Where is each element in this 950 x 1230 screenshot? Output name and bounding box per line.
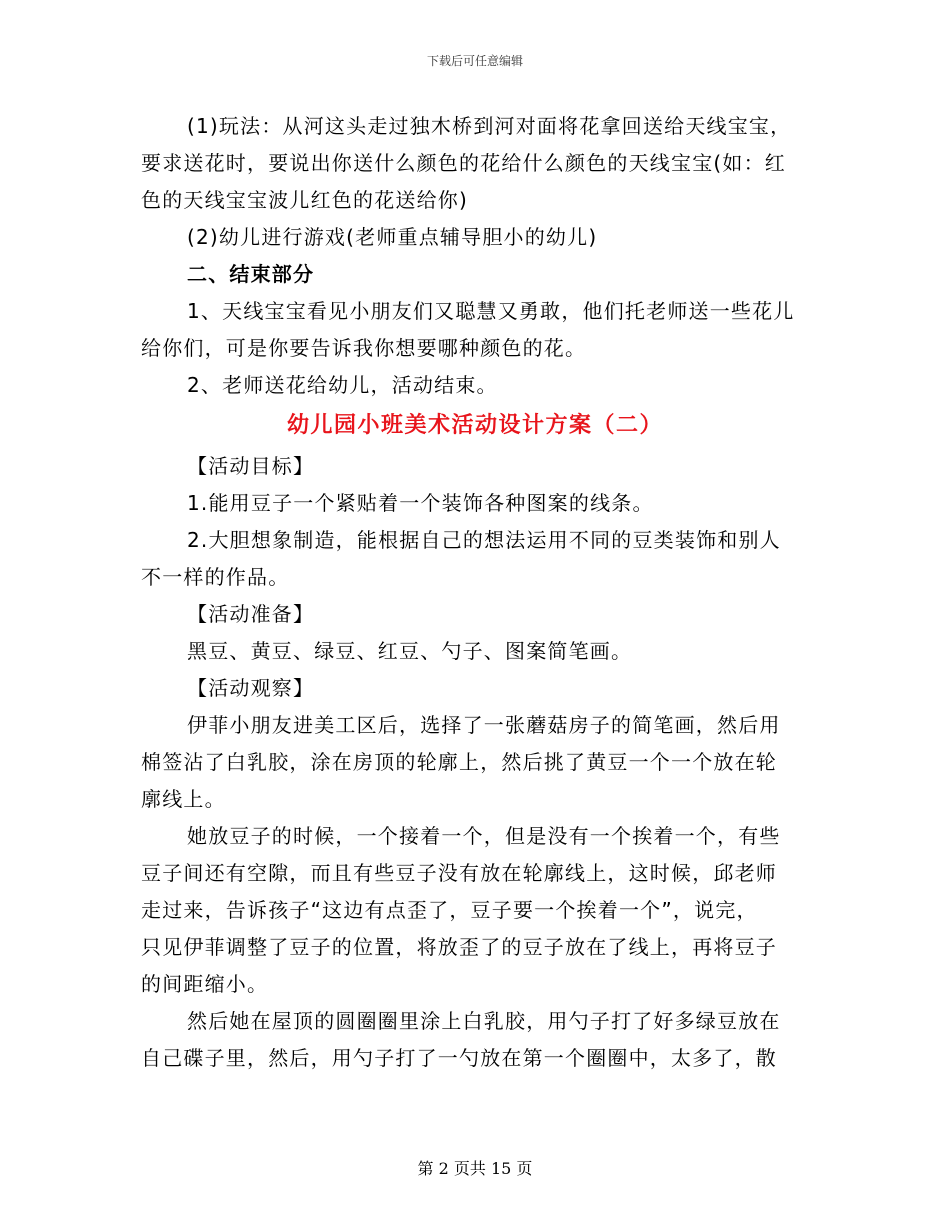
text-line: 【活动准备】: [187, 602, 315, 626]
paragraph-block-2: [141, 448, 809, 1077]
page-footer: 第 2 页共 15 页: [417, 1159, 533, 1178]
text-line: 然后她在屋顶的圆圈圈里涂上白乳胶，用勺子打了好多绿豆放在: [187, 1009, 781, 1033]
text-line: 1、天线宝宝看见小朋友们又聪慧又勇敢，他们托老师送一些花儿: [187, 299, 795, 323]
text-line: 【活动观察】: [187, 676, 315, 700]
text-line: 自己碟子里，然后，用勺子打了一勺放在第一个圈圈中，太多了，散: [141, 1046, 777, 1070]
text-line: 1.能用豆子一个紧贴着一个装饰各种图案的线条。: [187, 491, 654, 515]
text-line: 的间距缩小。: [141, 972, 269, 996]
text-line: 她放豆子的时候，一个接着一个，但是没有一个挨着一个，有些: [187, 824, 781, 848]
text-line: 只见伊菲调整了豆子的位置，将放歪了的豆子放在了线上，再将豆子: [141, 935, 777, 959]
text-line: 黑豆、黄豆、绿豆、红豆、勺子、图案简笔画。: [187, 639, 633, 663]
document-body: [141, 108, 809, 1077]
text-line: 廓线上。: [141, 787, 226, 811]
text-line: (2)幼儿进行游戏(老师重点辅导胆小的幼儿): [187, 225, 598, 249]
text-line: 2.大胆想象制造，能根据自己的想法运用不同的豆类装饰和别人: [187, 528, 781, 552]
text-line: 棉签沾了白乳胶，涂在房顶的轮廓上，然后挑了黄豆一个一个放在轮: [141, 750, 777, 774]
text-line: 走过来，告诉孩子“这边有点歪了，豆子要一个挨着一个”，说完，: [141, 898, 758, 922]
text-line: 不一样的作品。: [141, 565, 290, 589]
paragraph-block-1: [141, 108, 809, 404]
text-line: 色的天线宝宝波儿红色的花送给你): [141, 188, 469, 212]
text-line: (1)玩法：从河这头走过独木桥到河对面将花拿回送给天线宝宝，: [187, 114, 792, 138]
page-header: 下载后可任意编辑: [426, 54, 523, 68]
text-line: 伊菲小朋友进美工区后，选择了一张蘑菇房子的简笔画，然后用: [187, 713, 781, 737]
text-line: 豆子间还有空隙，而且有些豆子没有放在轮廓线上，这时候，邱老师: [141, 861, 777, 885]
text-line: 给你们，可是你要告诉我你想要哪种颜色的花。: [141, 336, 587, 360]
text-line: 二、结束部分: [187, 262, 315, 286]
section-title: 幼儿园小班美术活动设计方案（二）: [286, 413, 663, 438]
text-line: 2、老师送花给幼儿，活动结束。: [187, 373, 498, 397]
text-line: 要求送花时，要说出你送什么颜色的花给什么颜色的天线宝宝(如：红: [141, 151, 787, 175]
text-line: 【活动目标】: [187, 454, 315, 478]
